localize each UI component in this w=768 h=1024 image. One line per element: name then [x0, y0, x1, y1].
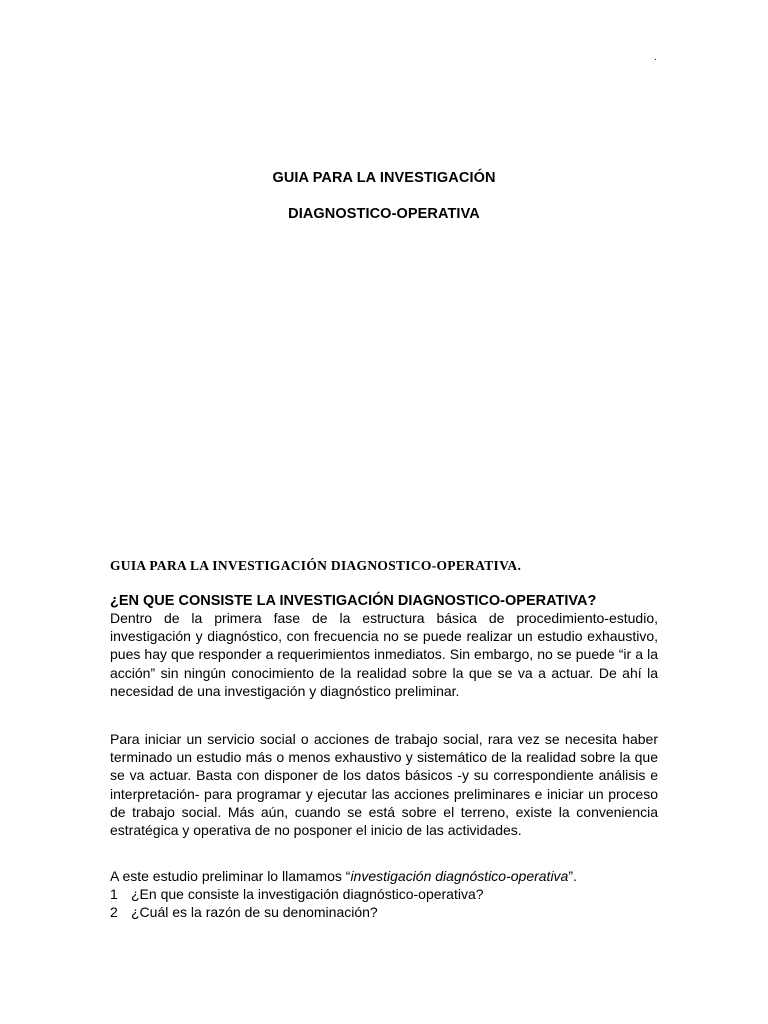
cover-title-line-1: GUIA PARA LA INVESTIGACIÓN: [272, 170, 496, 186]
list-item-number: 2: [110, 904, 118, 920]
paragraph-2: Para iniciar un servicio social o acciones de trabajo social, rara vez se necesita haber terminado un estudio más o menos exhaustivo y sistemático de la realidad sobre la que se va actuar. Basta con disponer de los datos básicos -y su correspondiente análisis e interpretación- para programar y ejecutar las acciones preliminares e iniciar un proceso de trabajo social. Más aún, cuando se está sobre el terreno, existe la conveniencia estratégica y operativa de no posponer el inicio de las actividades.: [110, 731, 658, 839]
question-heading: ¿EN QUE CONSISTE LA INVESTIGACIÓN DIAGNOSTICO-OPERATIVA?: [110, 593, 597, 609]
question-list: [110, 885, 484, 921]
intro-prefix: A este estudio preliminar lo llamamos “: [110, 868, 351, 884]
section-heading: GUIA PARA LA INVESTIGACIÓN DIAGNOSTICO-OPERATIVA.: [110, 558, 522, 573]
intro-suffix: ”.: [568, 868, 577, 884]
intro-line: [110, 867, 577, 885]
cover-title-line-2: DIAGNOSTICO-OPERATIVA: [288, 206, 480, 222]
list-item-text: ¿Cuál es la razón de su denominación?: [131, 904, 378, 920]
list-item-number: 1: [110, 886, 118, 902]
list-item: [110, 903, 484, 921]
corner-mark: .: [654, 52, 657, 63]
list-item-text: ¿En que consiste la investigación diagnóstico-operativa?: [131, 886, 484, 902]
intro-term: investigación diagnóstico-operativa: [350, 868, 569, 884]
paragraph-1: Dentro de la primera fase de la estructura básica de procedimiento-estudio, investigación y diagnóstico, con frecuencia no se puede realizar un estudio exhaustivo, pues hay que responder a requerimientos inmediatos. Sin embargo, no se puede “ir a la acción” sin ningún conocimiento de la realidad sobre la que se va a actuar. De ahí la necesidad de una investigación y diagnóstico preliminar.: [110, 610, 658, 699]
list-item: [110, 885, 484, 903]
